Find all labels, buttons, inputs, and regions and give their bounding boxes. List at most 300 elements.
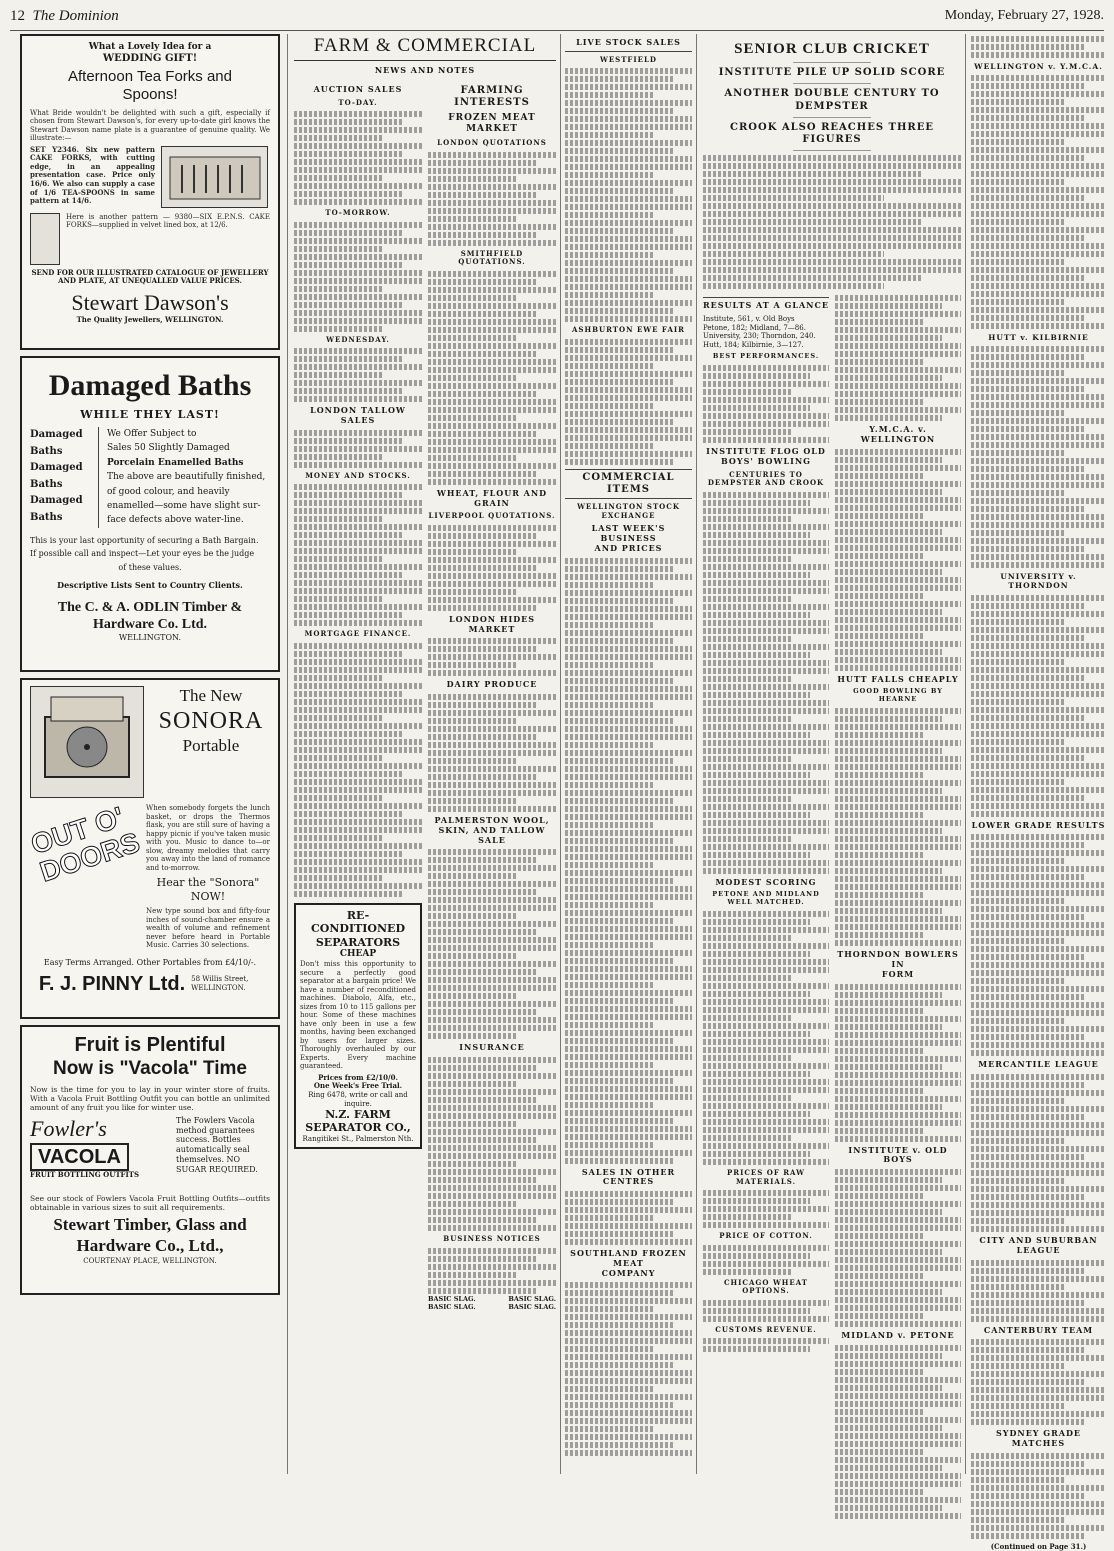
text-line-placeholder: [971, 683, 1106, 689]
text-line-placeholder: [565, 1199, 673, 1205]
text-line-placeholder: [703, 951, 810, 957]
text-line-placeholder: [428, 525, 556, 531]
ad-detail: New type sound box and fifty-four inches of sound-chamber ensure a wealth of volume and refinement never before heard in Portable Music. Carries 30 selections.: [146, 907, 270, 950]
sonora-ad: [20, 678, 280, 1019]
text-line-placeholder: [835, 900, 961, 906]
text-line-placeholder: [971, 914, 1086, 920]
page-number: 12: [10, 8, 25, 24]
text-line-placeholder: [835, 748, 942, 754]
text-line-placeholder: [703, 556, 791, 562]
text-line-placeholder: [565, 347, 673, 353]
ad-offer: SET Y2346. Six new pattern CAKE FORKS, with cutting edge, in an appealing presentation case. Price only 16/6. We also can supply a case of 1/6 TEA-SPOONS in same pattern at 14/6.: [30, 144, 155, 206]
text-line-placeholder: [294, 151, 403, 157]
text-line-placeholder: [565, 702, 654, 708]
text-line-placeholder: [971, 1276, 1106, 1282]
text-line-placeholder: [565, 292, 654, 298]
text-line-placeholder: [565, 726, 692, 732]
text-line-placeholder: [971, 251, 1106, 257]
text-line-placeholder: [835, 1409, 923, 1415]
text-line-placeholder: [565, 339, 692, 345]
text-line-placeholder: [971, 779, 1066, 785]
text-line-placeholder: [294, 811, 403, 817]
column-rule: [287, 34, 288, 1474]
ad-left-item: Baths: [30, 511, 63, 523]
text-line-placeholder: [565, 308, 673, 314]
ad-left-item: Baths: [30, 445, 63, 457]
text-line-placeholder: [971, 75, 1106, 81]
ad-company-name: Stewart Dawson's: [71, 289, 229, 315]
text-line-placeholder: [971, 546, 1086, 552]
text-line-placeholder: [971, 299, 1066, 305]
ad-right-item: face defects above water-line.: [107, 515, 244, 526]
text-line-placeholder: [565, 598, 673, 604]
text-line-placeholder: [971, 291, 1106, 297]
text-line-placeholder: [835, 617, 961, 623]
ad-wedding: WEDDING GIFT!: [102, 52, 198, 64]
stewart-dawson-ad: [20, 34, 280, 350]
ad-hear: Hear the "Sonora": [156, 876, 260, 890]
text-line-placeholder: [565, 196, 692, 202]
ad-prices: Prices from £2/10/0.: [318, 1072, 398, 1082]
subhead-canterbury: CANTERBURY TEAM: [983, 1324, 1094, 1335]
text-line-placeholder: [294, 462, 422, 468]
text-line-placeholder: [428, 168, 556, 174]
ad-left-list: [30, 427, 98, 528]
ad-headline: Afternoon Tea Forks and: [68, 68, 232, 86]
ad-address: COURTENAY PLACE, WELLINGTON.: [83, 1256, 217, 1265]
text-line-placeholder: [565, 1150, 692, 1156]
text-line-placeholder: [294, 588, 422, 594]
text-line-placeholder: [971, 394, 1106, 400]
text-line-placeholder: [428, 638, 556, 644]
text-line-placeholder: [294, 787, 422, 793]
text-line-placeholder: [835, 984, 961, 990]
text-line-placeholder: [835, 1497, 961, 1503]
subhead-modest: MODEST SCORING: [715, 876, 817, 887]
text-line-placeholder: [565, 76, 673, 82]
subhead-customs: CUSTOMS REVENUE.: [715, 1324, 817, 1334]
ad-note: of these values.: [118, 563, 182, 573]
text-line-placeholder: [565, 1378, 692, 1384]
text-line-placeholder: [971, 1469, 1106, 1475]
text-line-placeholder: [703, 1063, 829, 1069]
text-line-placeholder: [971, 450, 1066, 456]
text-line-placeholder: [428, 1288, 537, 1294]
text-line-placeholder: [835, 1072, 961, 1078]
glance-row: Hutt, 184; Kilbirnie, 3—127.: [703, 340, 804, 349]
text-line-placeholder: [703, 652, 810, 658]
text-line-placeholder: [565, 1126, 692, 1132]
text-line-placeholder: [428, 849, 556, 855]
text-line-placeholder: [971, 1461, 1086, 1467]
text-line-placeholder: [703, 203, 961, 209]
text-line-placeholder: [835, 1128, 923, 1134]
text-line-placeholder: [971, 954, 1086, 960]
text-line-placeholder: [971, 1371, 1106, 1377]
text-line-placeholder: [971, 219, 1066, 225]
text-line-placeholder: [294, 675, 384, 681]
text-line-placeholder: [971, 506, 1086, 512]
text-line-placeholder: [971, 227, 1106, 233]
ad-right-item: Sales 50 Slightly Damaged: [107, 443, 230, 454]
text-line-placeholder: [565, 84, 692, 90]
text-line-placeholder: [294, 111, 422, 117]
text-line-placeholder: [835, 529, 942, 535]
text-line-placeholder: [565, 998, 673, 1004]
text-line-placeholder: [565, 1418, 692, 1424]
text-line-placeholder: [835, 1457, 961, 1463]
basic-slag-row: BASIC SLAG. BASIC SLAG.: [428, 1302, 556, 1311]
text-line-placeholder: [835, 1169, 961, 1175]
text-line-placeholder: [835, 1433, 961, 1439]
text-line-placeholder: [565, 830, 692, 836]
text-line-placeholder: [971, 91, 1106, 97]
text-line-placeholder: [971, 603, 1086, 609]
text-line-placeholder: [294, 454, 384, 460]
text-line-placeholder: [835, 1096, 961, 1102]
ad-ring: Ring 6478, write or call and inquire.: [308, 1090, 408, 1108]
text-line-placeholder: [835, 593, 923, 599]
text-line-placeholder: [565, 1239, 692, 1245]
text-line-placeholder: [971, 1517, 1066, 1523]
text-line-placeholder: [428, 447, 556, 453]
text-line-placeholder: [565, 718, 673, 724]
subhead-hutt-falls: HUTT FALLS CHEAPLY: [837, 673, 959, 684]
ad-cheap: CHEAP: [339, 949, 377, 960]
text-line-placeholder: [428, 319, 556, 325]
text-line-placeholder: [971, 1154, 1086, 1160]
text-line-placeholder: [294, 723, 422, 729]
text-line-placeholder: [971, 1363, 1066, 1369]
text-line-placeholder: [971, 715, 1086, 721]
text-line-placeholder: [835, 788, 942, 794]
text-line-placeholder: [835, 1185, 961, 1191]
text-line-placeholder: [835, 828, 942, 834]
text-line-placeholder: [835, 391, 961, 397]
text-line-placeholder: [294, 580, 422, 586]
subhead-business: BUSINESS NOTICES: [443, 1234, 541, 1244]
text-line-placeholder: [971, 562, 1106, 568]
text-line-placeholder: [565, 1215, 654, 1221]
text-line-placeholder: [971, 195, 1086, 201]
text-line-placeholder: [703, 524, 829, 530]
subhead-hutt-kilbirnie: HUTT v. KILBIRNIE: [988, 333, 1089, 343]
text-line-placeholder: [294, 516, 384, 522]
text-line-placeholder: [565, 236, 692, 242]
text-line-placeholder: [971, 1501, 1106, 1507]
subhead-wellington-ymca: WELLINGTON v. Y.M.C.A.: [974, 62, 1103, 71]
text-line-placeholder: [294, 396, 422, 402]
text-line-placeholder: [835, 641, 961, 647]
text-line-placeholder: [971, 1010, 1106, 1016]
text-line-placeholder: [703, 187, 961, 193]
text-line-placeholder: [428, 1272, 518, 1278]
text-line-placeholder: [703, 1127, 829, 1133]
text-line-placeholder: [703, 588, 829, 594]
text-line-placeholder: [565, 806, 692, 812]
text-line-placeholder: [703, 492, 829, 498]
separators-ad: [294, 903, 422, 1150]
ad-right-item: of good colour, and heavily: [107, 486, 230, 497]
ad-company-2: Hardware Co., Ltd.,: [76, 1236, 224, 1255]
text-line-placeholder: [428, 790, 556, 796]
text-line-placeholder: [971, 131, 1106, 137]
text-line-placeholder: [835, 1345, 961, 1351]
text-line-placeholder: [703, 927, 829, 933]
text-line-placeholder: [971, 402, 1106, 408]
text-line-placeholder: [971, 938, 1066, 944]
text-line-placeholder: [971, 482, 1106, 488]
text-line-placeholder: [703, 1135, 791, 1141]
text-line-placeholder: [971, 315, 1086, 321]
text-line-placeholder: [835, 1313, 923, 1319]
text-line-placeholder: [294, 532, 403, 538]
text-line-placeholder: [835, 457, 942, 463]
text-line-placeholder: [835, 1249, 942, 1255]
text-line-placeholder: [565, 590, 692, 596]
text-line-placeholder: [565, 316, 692, 322]
text-line-placeholder: [835, 1465, 942, 1471]
text-line-placeholder: [294, 446, 422, 452]
text-line-placeholder: [971, 595, 1106, 601]
text-line-placeholder: [428, 565, 537, 571]
text-line-placeholder: [835, 1016, 961, 1022]
text-line-placeholder: [294, 270, 422, 276]
text-line-placeholder: [294, 524, 422, 530]
text-line-placeholder: [565, 451, 692, 457]
text-line-placeholder: [294, 572, 403, 578]
text-line-placeholder: [294, 604, 422, 610]
subhead-smithfield: SMITHFIELD QUOTATIONS.: [458, 248, 526, 267]
text-line-placeholder: [703, 373, 810, 379]
text-line-placeholder: [565, 395, 692, 401]
text-line-placeholder: [565, 686, 692, 692]
text-line-placeholder: [565, 638, 673, 644]
text-line-placeholder: [428, 375, 518, 381]
cricket-column: [703, 34, 961, 1474]
subhead-insurance: INSURANCE: [459, 1042, 525, 1053]
text-line-placeholder: [703, 983, 829, 989]
text-line-placeholder: [971, 211, 1106, 217]
text-line-placeholder: [835, 1080, 961, 1086]
text-line-placeholder: [565, 1118, 673, 1124]
text-line-placeholder: [971, 1050, 1106, 1056]
text-line-placeholder: [835, 359, 923, 365]
text-line-placeholder: [428, 1145, 556, 1151]
ad-note: This is your last opportunity of securing a Bath Bargain.: [30, 535, 259, 545]
subhead-tallow: LONDON TALLOW SALES: [310, 405, 406, 426]
text-line-placeholder: [565, 419, 673, 425]
text-line-placeholder: [703, 235, 961, 241]
text-line-placeholder: [703, 179, 961, 185]
text-line-placeholder: [971, 354, 1086, 360]
text-line-placeholder: [565, 268, 673, 274]
text-line-placeholder: [971, 235, 1086, 241]
text-line-placeholder: [428, 335, 518, 341]
text-line-placeholder: [703, 999, 829, 1005]
text-line-placeholder: [565, 260, 692, 266]
text-line-placeholder: [835, 1024, 942, 1030]
text-line-placeholder: [971, 986, 1106, 992]
text-line-placeholder: [428, 351, 537, 357]
text-line-placeholder: [565, 1102, 654, 1108]
text-line-placeholder: [835, 1032, 961, 1038]
text-line-placeholder: [835, 1481, 961, 1487]
ad-now: NOW!: [190, 889, 226, 903]
text-line-placeholder: [428, 1169, 556, 1175]
text-line-placeholder: [971, 378, 1106, 384]
text-line-placeholder: [294, 891, 403, 897]
text-line-placeholder: [703, 748, 829, 754]
text-line-placeholder: [428, 463, 556, 469]
text-line-placeholder: [428, 710, 556, 716]
text-line-placeholder: [703, 740, 829, 746]
text-line-placeholder: [971, 882, 1106, 888]
ad-body: Don't miss this opportunity to secure a perfectly good separator at a bargain price! We have a number of reconditioned machines. Diabolo, Alfa, etc., sizes from 10 to 115 gallons per hour. Some of these machines have only been in use a few months, having been exchanged by users for larger sizes. Thoroughly overhauled by our Experts. Every machine guaranteed.: [300, 960, 416, 1071]
text-line-placeholder: [835, 820, 961, 826]
subhead-city: CITY AND SUBURBAN: [979, 1235, 1098, 1246]
text-line-placeholder: [971, 283, 1106, 289]
text-line-placeholder: [835, 1369, 923, 1375]
text-line-placeholder: [835, 553, 923, 559]
text-line-placeholder: [835, 1353, 942, 1359]
text-line-placeholder: [294, 795, 384, 801]
text-line-placeholder: [835, 756, 961, 762]
ad-offer-2: Here is another pattern — 9380—SIX E.P.N.S. CAKE FORKS—supplied in velvet lined box, at 12/6.: [66, 212, 270, 230]
text-line-placeholder: [835, 1257, 961, 1263]
cricket-scores-column: [971, 34, 1106, 1551]
text-line-placeholder: [565, 355, 692, 361]
text-line-placeholder: [294, 318, 422, 324]
text-line-placeholder: [565, 766, 692, 772]
text-line-placeholder: [971, 1339, 1106, 1345]
text-line-placeholder: [428, 431, 537, 437]
text-line-placeholder: [565, 363, 654, 369]
text-line-placeholder: [565, 172, 654, 178]
text-line-placeholder: [971, 554, 1106, 560]
out-o-doors-text: OUT O' DOORS: [27, 801, 144, 888]
text-line-placeholder: [971, 1090, 1106, 1096]
text-line-placeholder: [294, 803, 422, 809]
text-line-placeholder: [703, 397, 829, 403]
text-line-placeholder: [971, 155, 1086, 161]
text-line-placeholder: [835, 311, 961, 317]
text-line-placeholder: [565, 1094, 692, 1100]
text-line-placeholder: [703, 1087, 829, 1093]
text-line-placeholder: [565, 1046, 692, 1052]
text-line-placeholder: [428, 439, 556, 445]
section-title: SENIOR CLUB CRICKET: [734, 41, 930, 57]
text-line-placeholder: [565, 1410, 692, 1416]
text-line-placeholder: [971, 147, 1106, 153]
text-line-placeholder: [835, 415, 942, 421]
text-line-placeholder: [428, 557, 556, 563]
text-line-placeholder: [703, 1071, 810, 1077]
text-line-placeholder: [428, 1025, 556, 1031]
text-line-placeholder: [971, 1122, 1106, 1128]
text-line-placeholder: [971, 474, 1106, 480]
text-line-placeholder: [971, 771, 1106, 777]
ad-right-item: The above are beautifully finished,: [107, 472, 266, 483]
text-line-placeholder: [835, 1136, 961, 1142]
text-line-placeholder: [971, 1395, 1106, 1401]
text-line-placeholder: [428, 945, 556, 951]
text-line-placeholder: [835, 375, 942, 381]
text-line-placeholder: [703, 1079, 829, 1085]
text-line-placeholder: [565, 582, 654, 588]
text-line-placeholder: [703, 405, 810, 411]
text-line-placeholder: [294, 699, 422, 705]
text-line-placeholder: [565, 1290, 673, 1296]
text-line-placeholder: [294, 310, 422, 316]
text-line-placeholder: [565, 622, 654, 628]
subhead-farming: FARMING INTERESTS: [454, 84, 530, 109]
text-line-placeholder: [835, 465, 961, 471]
text-line-placeholder: [835, 1040, 961, 1046]
text-line-placeholder: [428, 399, 556, 405]
text-line-placeholder: [835, 1297, 961, 1303]
text-line-placeholder: [565, 1231, 673, 1237]
text-line-placeholder: [835, 1112, 961, 1118]
text-line-placeholder: [428, 240, 556, 246]
text-line-placeholder: [703, 724, 829, 730]
text-line-placeholder: [971, 346, 1106, 352]
text-line-placeholder: [703, 1151, 810, 1157]
text-line-placeholder: [294, 230, 403, 236]
text-line-placeholder: [703, 1222, 829, 1228]
ad-headline: Damaged Baths: [48, 369, 252, 402]
text-line-placeholder: [971, 651, 1106, 657]
text-line-placeholder: [971, 466, 1086, 472]
text-line-placeholder: [565, 926, 692, 932]
text-line-placeholder: [971, 44, 1086, 50]
text-line-placeholder: [703, 812, 810, 818]
text-line-placeholder: [835, 1401, 961, 1407]
text-line-placeholder: [294, 143, 422, 149]
text-line-placeholder: [428, 718, 518, 724]
text-line-placeholder: [703, 413, 829, 419]
text-line-placeholder: [565, 188, 673, 194]
text-line-placeholder: [565, 566, 673, 572]
ad-note: If possible call and inspect—Let your eyes be the judge: [30, 549, 255, 559]
text-line-placeholder: [565, 1314, 692, 1320]
text-line-placeholder: [294, 222, 422, 228]
text-line-placeholder: [565, 1386, 654, 1392]
text-line-placeholder: [703, 911, 829, 917]
text-line-placeholder: [294, 755, 384, 761]
text-line-placeholder: [565, 228, 673, 234]
text-line-placeholder: [294, 372, 384, 378]
text-line-placeholder: [971, 691, 1106, 697]
ads-column: [20, 34, 280, 1474]
text-line-placeholder: [428, 152, 556, 158]
text-line-placeholder: [703, 572, 810, 578]
text-line-placeholder: [971, 1509, 1106, 1515]
text-line-placeholder: [971, 659, 1066, 665]
ad-terms: Easy Terms Arranged. Other Portables from £4/10/-.: [43, 958, 257, 967]
text-line-placeholder: [565, 814, 692, 820]
subhead-liverpool: LIVERPOOL QUOTATIONS.: [428, 511, 556, 521]
text-line-placeholder: [565, 276, 692, 282]
text-line-placeholder: [835, 1489, 923, 1495]
text-line-placeholder: [565, 1014, 692, 1020]
text-line-placeholder: [971, 171, 1106, 177]
text-line-placeholder: [565, 1158, 673, 1164]
text-line-placeholder: [294, 564, 422, 570]
brand-tag: FRUIT BOTTLING OUTFITS: [30, 1170, 140, 1180]
ad-address: Rangitikei St., Palmerston Nth.: [302, 1134, 414, 1143]
text-line-placeholder: [703, 1015, 791, 1021]
